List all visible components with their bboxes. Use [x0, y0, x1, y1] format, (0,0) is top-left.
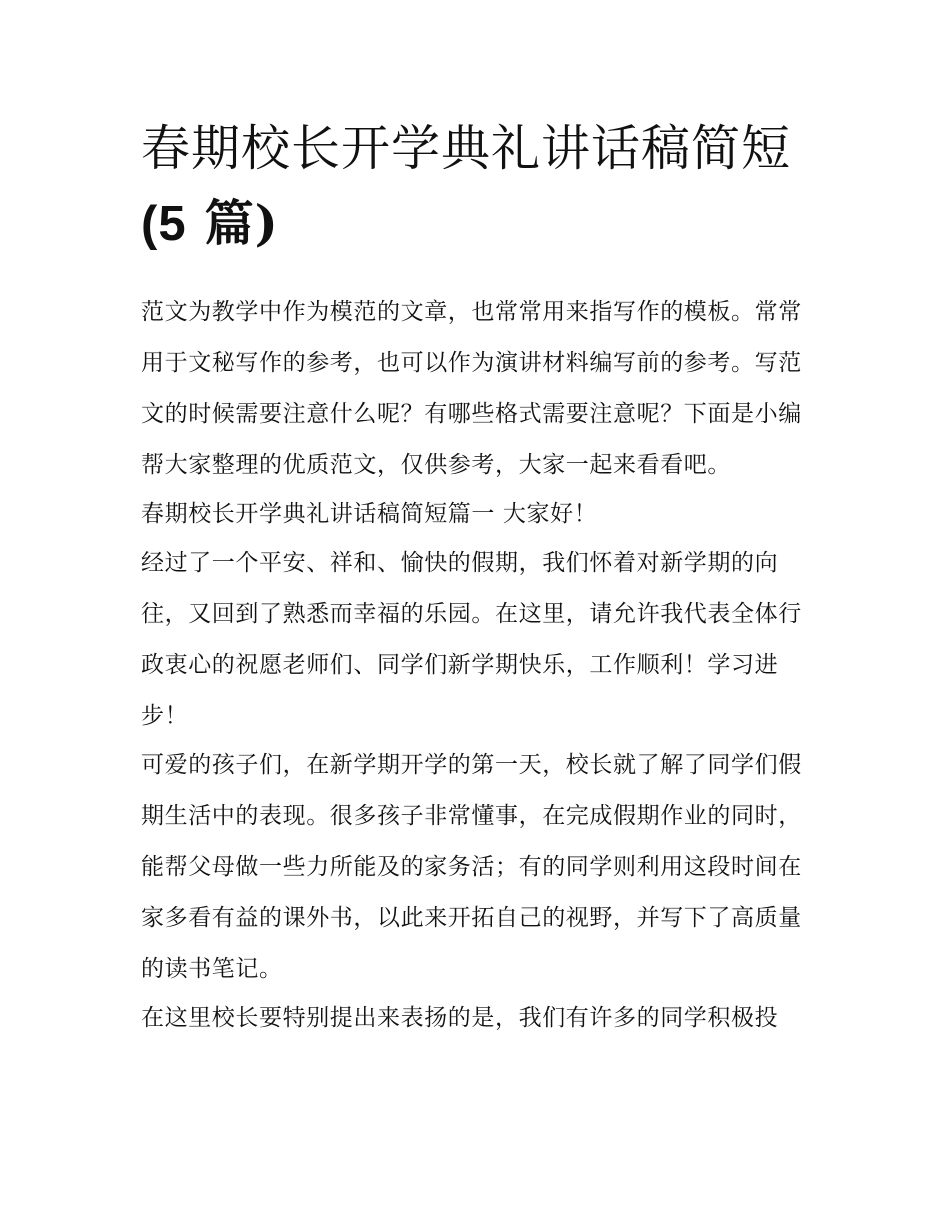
title-count: (5: [141, 197, 187, 251]
title-line-2: [141, 186, 821, 261]
title-count-unit: 篇): [204, 194, 279, 252]
title-line-1: 春期校长开学典礼讲话稿简短: [141, 120, 792, 177]
paragraph-section-heading: 春期校长开学典礼讲话稿简短篇一 大家好！: [141, 501, 598, 527]
page-title: [141, 112, 821, 261]
paragraph-praise: 在这里校长要特别提出来表扬的是，我们有许多的同学积极投: [141, 1005, 779, 1031]
paragraph-greeting: 经过了一个平安、祥和、愉快的假期，我们怀着对新学期的向往，又回到了熟悉而幸福的乐园。在这里，请允许我代表全体行政衷心的祝愿老师们、同学们新学期快乐，工作顺利！学习进步！: [141, 550, 802, 729]
paragraph-holiday-review: 可爱的孩子们，在新学期开学的第一天，校长就了解了同学们假期生活中的表现。很多孩子非常懂事，在完成假期作业的同时，能帮父母做一些力所能及的家务活；有的同学则利用这段时间在家多看有益的课外书，以此来开拓自己的视野，并写下了高质量的读书笔记。: [141, 752, 802, 982]
document-body: [141, 287, 821, 1044]
paragraph-intro: 范文为教学中作为模范的文章，也常常用来指写作的模板。常常用于文秘写作的参考，也可以作为演讲材料编写前的参考。写范文的时候需要注意什么呢？有哪些格式需要注意呢？下面是小编帮大家整理的优质范文，仅供参考，大家一起来看看吧。: [141, 299, 802, 478]
document-content: [141, 112, 821, 1044]
